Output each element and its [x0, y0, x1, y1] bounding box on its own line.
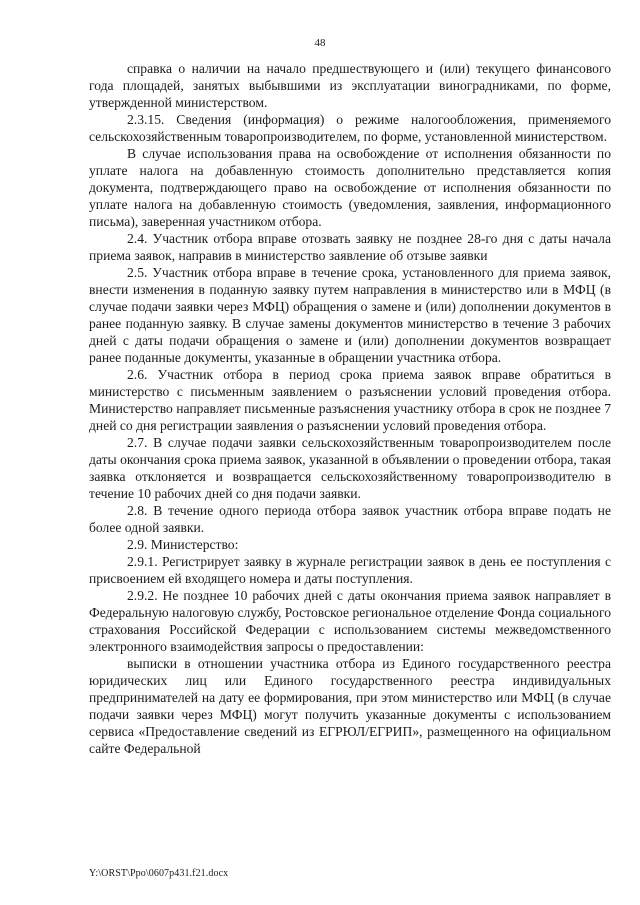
paragraph-egrul-extract: выписки в отношении участника отбора из Единого государственного реестра юридических лиц или Единого государственного реестра индивидуальных предпринимателей на дату ее формирования, при этом министерство или МФЦ (в случае подачи заявки через МФЦ) могут получить указанные документы с использованием сервиса «Предоставление сведений из ЕГРЮЛ/ЕГРИП», размещенного на официальном сайте Федеральной [89, 656, 611, 756]
paragraph-2-6: 2.6. Участник отбора в период срока приема заявок вправе обратиться в министерство с письменным заявлением о разъяснении условий проведения отбора. Министерство направляет письменные разъяснения участнику отбора в срок не позднее 7 дней со дня регистрации заявления о разъяснении условий проведения отбора. [89, 367, 611, 433]
paragraph-certificate-vineyards: справка о наличии на начало предшествующего и (или) текущего финансового года площадей, занятых выбывшими из эксплуатации виноградниками, по форме, утвержденной министерством. [89, 61, 611, 110]
paragraph-2-9-1: 2.9.1. Регистрирует заявку в журнале регистрации заявок в день ее поступления с присвоением ей входящего номера и даты поступления. [89, 554, 611, 586]
paragraph-2-3-15: 2.3.15. Сведения (информация) о режиме налогообложения, применяемого сельскохозяйственным товаропроизводителем, по форме, установленной министерством. [89, 112, 611, 144]
paragraph-vat-exemption: В случае использования права на освобождение от исполнения обязанности по уплате налога на добавленную стоимость дополнительно представляется копия документа, подтверждающего право на освобождение от исполнения обязанности по уплате налога на добавленную стоимость (уведомления, заявления, информационного письма), заверенная участником отбора. [89, 146, 611, 229]
paragraph-2-9-2: 2.9.2. Не позднее 10 рабочих дней с даты окончания приема заявок направляет в Федеральную налоговую службу, Ростовское региональное отделение Фонда социального страхования Российской Федерации с использованием системы межведомственного электронного взаимодействия запросы о предоставлении: [89, 588, 611, 654]
paragraph-2-5: 2.5. Участник отбора вправе в течение срока, установленного для приема заявок, внести изменения в поданную заявку путем направления в министерство или в МФЦ (в случае подачи заявки через МФЦ) обращения о замене и (или) дополнении документов в ранее поданную заявку. В случае замены документов министерство в течение 3 рабочих дней с даты подачи обращения о замене и (или) дополнении документов возвращает ранее поданные документы, указанные в обращении участника отбора. [89, 265, 611, 365]
paragraph-2-7: 2.7. В случае подачи заявки сельскохозяйственным товаропроизводителем после даты окончания срока приема заявок, указанной в объявлении о проведении отбора, такая заявка отклоняется и возвращается сельскохозяйственному товаропроизводителю в течение 10 рабочих дней со дня подачи заявки. [89, 435, 611, 501]
page-number: 48 [314, 37, 326, 49]
paragraph-2-8: 2.8. В течение одного периода отбора заявок участник отбора вправе подать не более одной заявки. [89, 503, 611, 535]
document-body [89, 60, 611, 757]
paragraph-2-4: 2.4. Участник отбора вправе отозвать заявку не позднее 28-го дня с даты начала приема заявок, направив в министерство заявление об отзыве заявки [89, 231, 611, 263]
footer-file-path: Y:\ORST\Ppo\0607p431.f21.docx [89, 868, 229, 879]
paragraph-2-9: 2.9. Министерство: [127, 537, 239, 552]
